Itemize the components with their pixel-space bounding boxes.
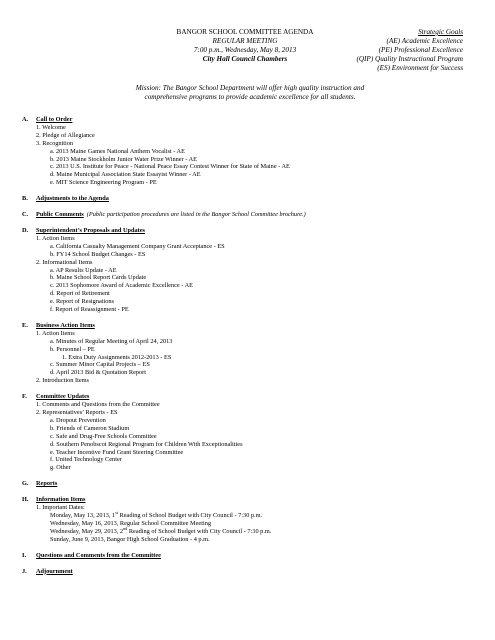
list-item: 1. Action Items — [36, 234, 75, 242]
section-letter: G. — [22, 480, 29, 488]
section-b — [22, 195, 477, 203]
section-title: Public Comments — [36, 211, 84, 219]
list-item: d. April 2013 Bid & Quotation Report — [50, 369, 147, 377]
list-item: 1. Extra Duty Assignments 2012-2013 - ES — [62, 353, 172, 361]
list-item: 2. Informational Items — [36, 258, 93, 266]
meeting-location: City Hall Council Chambers — [202, 55, 288, 63]
section-title: Reports — [36, 480, 58, 488]
strategic-goals — [320, 28, 463, 73]
section-i — [22, 552, 477, 560]
list-item: e. MIT Science Engineering Program - PE — [50, 179, 157, 187]
list-item: a. 2013 Maine Games National Anthem Vocalist - AE — [50, 147, 185, 155]
section-letter: I. — [22, 551, 27, 559]
list-item: 1. Action Items — [36, 329, 75, 337]
goal-ae: (AE) Academic Excellence — [386, 37, 463, 45]
section-note: (Public participation procedures are listed in the Bangor School Committee brochure.) — [86, 211, 306, 219]
list-item: f. Report of Reassignment - PE — [50, 306, 129, 314]
date-item: Wednesday, May 16, 2013, Regular School Committee Meeting — [50, 519, 212, 527]
list-item: 1. Comments and Questions from the Committee — [36, 401, 160, 409]
agenda-header — [160, 28, 330, 64]
list-item: c. Safe and Drug-Free Schools Committee — [50, 432, 157, 440]
section-title: Adjournment — [36, 567, 73, 575]
goal-qip: (QIP) Quality Instructional Program — [356, 55, 463, 63]
section-letter: D. — [22, 226, 29, 234]
list-item: 1. Welcome — [36, 123, 66, 131]
section-h — [22, 496, 477, 504]
date-item: Monday, May 13, 2013, 1st Reading of School Budget with City Council - 7:30 p.m. — [50, 509, 263, 519]
meeting-time: 7:00 p.m., Wednesday, May 8, 2013 — [193, 46, 297, 54]
mission-statement — [100, 84, 400, 102]
section-title: Adjustments to the Agenda — [36, 195, 109, 203]
date-item: Wednesday, May 29, 2013, 2nd Reading of School Budget with City Council - 7:30 p.m. — [50, 525, 272, 535]
list-item: a. Dropout Prevention — [50, 416, 106, 424]
list-item: f. United Technology Center — [50, 456, 122, 464]
section-letter: H. — [22, 496, 29, 504]
list-item: b. Maine School Report Cards Update — [50, 274, 147, 282]
section-title: Call to Order — [36, 116, 73, 123]
list-item: a. AP Results Update - AE — [50, 266, 117, 274]
strategic-goals-title: Strategic Goals — [418, 28, 463, 36]
section-letter: J. — [22, 567, 27, 575]
list-item: b. 2013 Maine Stockholm Junior Water Prize Winner - AE — [50, 155, 197, 163]
meeting-type: REGULAR MEETING — [212, 37, 278, 45]
section-a — [22, 116, 477, 124]
section-letter: F. — [22, 393, 27, 401]
agenda-title: BANGOR SCHOOL COMMITTEE AGENDA — [176, 28, 314, 36]
section-title: Questions and Comments from the Committee — [36, 551, 161, 559]
list-item: e. Teacher Incentive Fund Grant Steering Committee — [50, 448, 184, 456]
list-item: d. Southern Penobscot Regional Program for Children With Exceptionalities — [50, 440, 243, 448]
section-title: Information Items — [36, 496, 86, 504]
list-item: d. Report of Retirement — [50, 290, 110, 298]
section-g — [22, 480, 477, 488]
section-title: Business Action Items — [36, 321, 95, 329]
section-e — [22, 322, 477, 330]
list-item: c. 2013 Sophomore Award of Academic Excellence - AE — [50, 282, 193, 290]
section-j — [22, 568, 477, 576]
list-item: 2. Pledge of Allegiance — [36, 131, 95, 139]
section-letter: B. — [22, 195, 28, 203]
list-item: a. California Casualty Management Company Grant Acceptance - ES — [50, 242, 225, 250]
section-letter: E. — [22, 321, 28, 329]
list-item: 2. Representatives’ Reports - ES — [36, 409, 118, 416]
list-item: g. Other — [50, 464, 71, 472]
goal-es: (ES) Environment for Success — [377, 64, 463, 72]
list-item: b. FY14 School Budget Changes - ES — [50, 250, 146, 258]
list-item: c. Summer Minor Capital Projects – ES — [50, 361, 150, 369]
section-letter: A. — [22, 116, 29, 123]
mission-line: Mission: The Bangor School Department will offer high quality instruction and — [135, 84, 365, 92]
goal-pe: (PE) Professional Excellence — [378, 46, 463, 54]
list-item: a. Minutes of Regular Meeting of April 24, 2013 — [50, 337, 173, 345]
list-item: e. Report of Resignations — [50, 298, 115, 306]
agenda-body — [22, 116, 477, 575]
section-f — [22, 393, 477, 401]
date-item: Sunday, June 9, 2013, Bangor High School Graduation - 4 p.m. — [50, 535, 210, 543]
list-item: b. Personnel – PE — [50, 345, 95, 353]
list-item: 3. Recognition — [36, 139, 74, 147]
section-title: Superintendent’s Proposals and Updates — [36, 226, 145, 234]
list-item: c. 2013 U.S. Institute for Peace - National Peace Essay Contest Winner for State of Maine - AE — [50, 163, 290, 171]
mission-line: comprehensive programs to provide academic excellence for all students. — [144, 93, 356, 101]
list-item: b. Friends of Cameron Stadium — [50, 424, 130, 432]
list-item: 2. Introduction Items — [36, 377, 89, 385]
section-d — [22, 227, 477, 235]
section-title: Committee Updates — [36, 393, 90, 401]
section-letter: C. — [22, 211, 29, 219]
list-item: d. Maine Municipal Association State Essayist Winner - AE — [50, 171, 201, 179]
section-c — [22, 211, 477, 219]
list-item: 1. Important Dates: — [36, 504, 85, 512]
